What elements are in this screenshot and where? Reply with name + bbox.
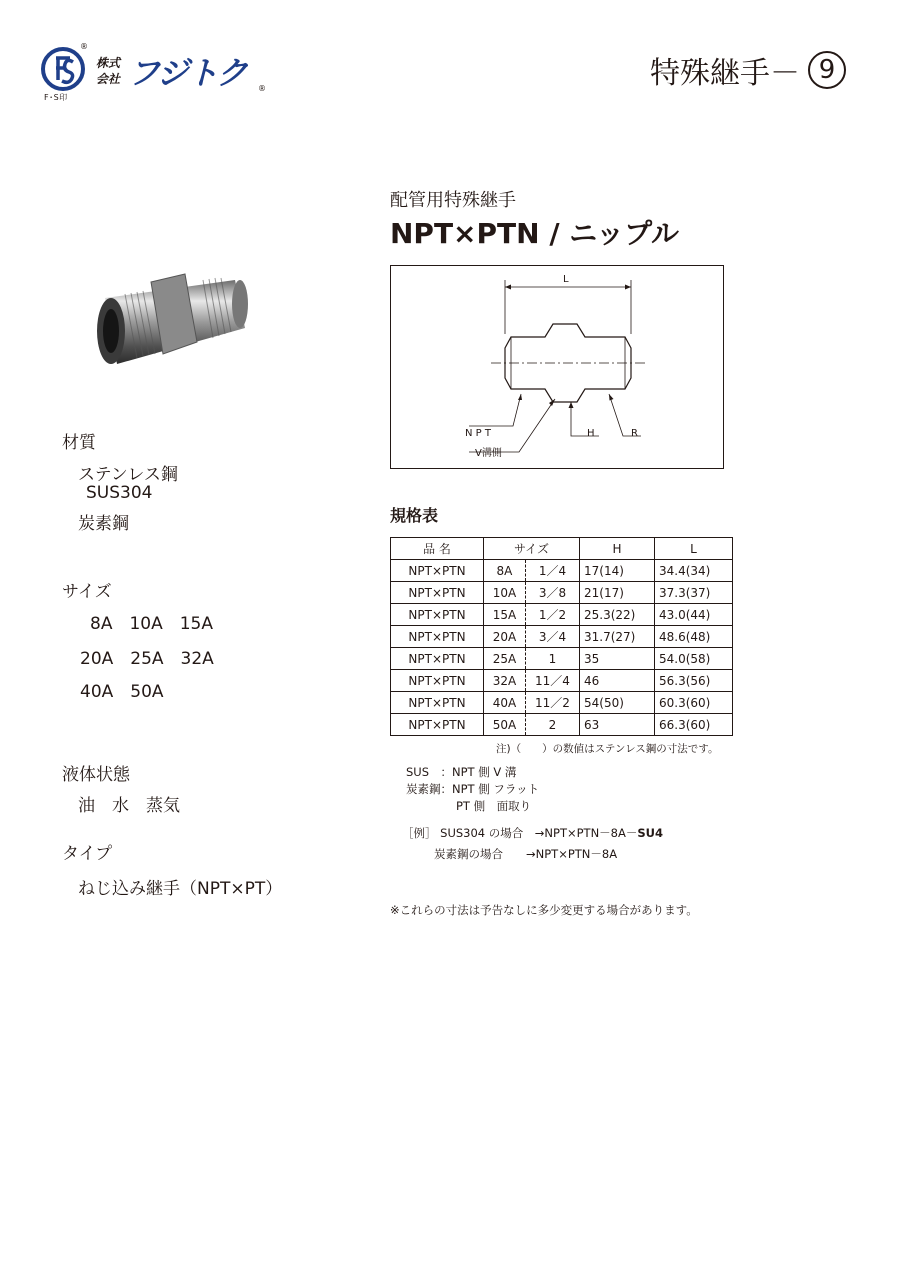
size-heading: サイズ (62, 582, 112, 602)
table-row (391, 692, 733, 714)
note-sus: SUS ：NPT 側 V 溝 (406, 765, 517, 779)
table-row (391, 604, 733, 626)
product-subtitle: 配管用特殊継手 (390, 190, 516, 211)
logo-registered-mark: ® (80, 42, 88, 51)
cell-name: NPT×PTN (391, 692, 484, 714)
spec-table (390, 537, 733, 736)
logo-mark-label: F･S印 (44, 93, 68, 102)
cell-size-inch: 3／8 (525, 582, 579, 604)
diagram-label-h: H (587, 428, 595, 439)
cell-size-a: 32A (484, 670, 526, 692)
cell-size-inch: 2 (525, 714, 579, 736)
logo-company-prefix-1: 株式 (96, 56, 121, 70)
col-header-name: 品 名 (391, 538, 484, 560)
cell-l: 60.3(60) (655, 692, 733, 714)
cell-size-a: 25A (484, 648, 526, 670)
note-example-1 (402, 825, 663, 841)
cell-h: 63 (580, 714, 655, 736)
cell-name: NPT×PTN (391, 604, 484, 626)
note-example-2: 炭素鋼の場合 →NPT×PTN－8A (434, 847, 618, 861)
cell-name: NPT×PTN (391, 714, 484, 736)
page-heading (650, 48, 846, 92)
fluid-values: 油 水 蒸気 (78, 796, 180, 816)
logo-company-name: フジトク (128, 54, 247, 92)
diagram-label-r: R (631, 428, 638, 439)
cell-l: 66.3(60) (655, 714, 733, 736)
col-header-l: L (655, 538, 733, 560)
table-row (391, 670, 733, 692)
note-example-1-prefix: ［例］ SUS304 の場合 →NPT×PTN－8A－ (402, 826, 638, 840)
cell-h: 54(50) (580, 692, 655, 714)
table-row (391, 714, 733, 736)
col-header-h: H (580, 538, 655, 560)
cell-size-inch: 1／4 (525, 560, 579, 582)
cell-size-inch: 1／2 (525, 604, 579, 626)
cell-l: 48.6(48) (655, 626, 733, 648)
cell-l: 56.3(56) (655, 670, 733, 692)
dimension-diagram (390, 265, 724, 469)
cell-l: 37.3(37) (655, 582, 733, 604)
cell-name: NPT×PTN (391, 560, 484, 582)
note-example-1-suffix: SU4 (637, 826, 663, 840)
cell-size-a: 8A (484, 560, 526, 582)
product-photo (85, 268, 255, 376)
note-carbon-1: 炭素鋼：NPT 側 フラット (406, 782, 540, 796)
cell-l: 43.0(44) (655, 604, 733, 626)
company-logo (40, 42, 280, 102)
cell-h: 35 (580, 648, 655, 670)
cell-size-a: 50A (484, 714, 526, 736)
material-heading: 材質 (62, 433, 96, 453)
cell-size-inch: 11／4 (525, 670, 579, 692)
diagram-label-v-groove: V溝側 (475, 448, 502, 459)
product-title: NPT×PTN / ニップル (390, 217, 680, 250)
cell-name: NPT×PTN (391, 582, 484, 604)
type-heading: タイプ (62, 844, 113, 864)
cell-l: 54.0(58) (655, 648, 733, 670)
cell-size-inch: 1 (525, 648, 579, 670)
cell-h: 21(17) (580, 582, 655, 604)
cell-size-inch: 11／2 (525, 692, 579, 714)
size-row-3: 40A 50A (80, 682, 164, 702)
cell-size-a: 10A (484, 582, 526, 604)
table-footnote: 注)（ ）の数値はステンレス鋼の寸法です。 (496, 743, 719, 755)
logo-company-prefix-2: 会社 (96, 72, 121, 86)
cell-h: 46 (580, 670, 655, 692)
cell-l: 34.4(34) (655, 560, 733, 582)
diagram-label-npt: N P T (465, 428, 491, 439)
cell-name: NPT×PTN (391, 670, 484, 692)
material-stainless: ステンレス鋼 (78, 465, 178, 485)
size-row-2: 20A 25A 32A (80, 649, 214, 669)
cell-size-a: 20A (484, 626, 526, 648)
table-row (391, 560, 733, 582)
table-row (391, 582, 733, 604)
cell-h: 31.7(27) (580, 626, 655, 648)
page-heading-text: 特殊継手－ (650, 56, 800, 91)
material-sus304: SUS304 (86, 483, 153, 503)
table-row (391, 626, 733, 648)
cell-name: NPT×PTN (391, 648, 484, 670)
cell-size-inch: 3／4 (525, 626, 579, 648)
size-row-1: 8A 10A 15A (90, 614, 213, 634)
cell-h: 17(14) (580, 560, 655, 582)
fs-mark-icon (40, 46, 86, 92)
table-header-row (391, 538, 733, 560)
cell-name: NPT×PTN (391, 626, 484, 648)
page-number-badge: 9 (808, 51, 846, 89)
cell-h: 25.3(22) (580, 604, 655, 626)
table-row (391, 648, 733, 670)
logo-name-registered-mark: ® (258, 84, 266, 93)
disclaimer: ※これらの寸法は予告なしに多少変更する場合があります。 (390, 903, 698, 917)
diagram-label-l: L (563, 274, 569, 285)
spec-table-title: 規格表 (390, 506, 439, 525)
type-value: ねじ込み継手（NPT×PT） (78, 879, 283, 899)
col-header-size: サイズ (484, 538, 580, 560)
fluid-heading: 液体状態 (62, 765, 130, 785)
material-carbon-steel: 炭素鋼 (78, 514, 129, 534)
cell-size-a: 40A (484, 692, 526, 714)
note-carbon-2: PT 側 面取り (456, 799, 532, 813)
cell-size-a: 15A (484, 604, 526, 626)
